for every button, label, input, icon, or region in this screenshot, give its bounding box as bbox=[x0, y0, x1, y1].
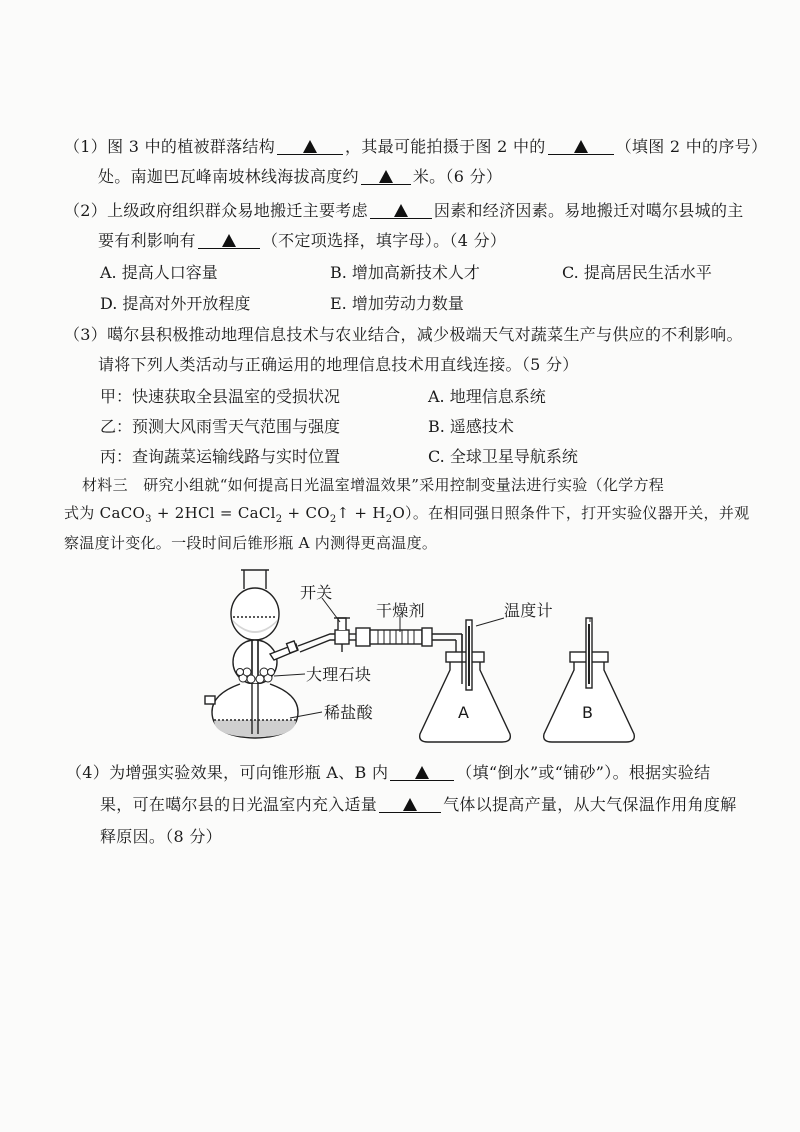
triangle-icon bbox=[394, 204, 408, 217]
q3-activity-bing: 丙：查询蔬菜运输线路与实时位置 bbox=[100, 447, 341, 466]
q2-text-d: （不定项选择，填字母）。（4 分） bbox=[261, 231, 507, 250]
answer-blank[interactable] bbox=[390, 762, 454, 781]
q2-option-d: D. 提高对外开放程度 bbox=[100, 294, 251, 313]
q2-text-b: 因素和经济因素。易地搬迁对噶尔县城的主 bbox=[433, 201, 744, 220]
q1-text-a: （1）图 3 中的植被群落结构 bbox=[64, 137, 276, 156]
q3-tech-a: A. 地理信息系统 bbox=[428, 387, 546, 406]
answer-blank[interactable] bbox=[277, 136, 343, 155]
q1-text-d: 处。南迦巴瓦峰南坡林线海拔高度约 bbox=[98, 167, 359, 186]
kipp-generator bbox=[205, 640, 298, 738]
q3-line-1: （3）噶尔县积极推动地理信息技术与农业结合，减少极端天气对蔬菜生产与供应的不利影响。 bbox=[64, 325, 743, 344]
q2-line-2 bbox=[98, 230, 506, 252]
q2-option-e: E. 增加劳动力数量 bbox=[330, 294, 464, 313]
m3-part-d: ↑ + H bbox=[336, 504, 386, 522]
label-flask-a: A bbox=[458, 703, 470, 722]
q2-option-a: A. 提高人口容量 bbox=[100, 263, 218, 282]
q2-line-1 bbox=[64, 200, 744, 222]
q3-tech-c: C. 全球卫星导航系统 bbox=[428, 447, 578, 466]
q4-line-3: 释原因。（8 分） bbox=[100, 827, 222, 846]
experiment-apparatus-figure bbox=[0, 562, 800, 762]
m3-part-a: 式为 CaCO bbox=[64, 504, 146, 522]
answer-blank[interactable] bbox=[379, 794, 441, 813]
q2-text-c: 要有利影响有 bbox=[98, 231, 196, 250]
m3-part-c: + CO bbox=[282, 504, 330, 522]
subscript: 3 bbox=[145, 514, 152, 525]
q1-text-b: ，其最可能拍摄于图 2 中的 bbox=[345, 137, 546, 156]
label-thermometer: 温度计 bbox=[504, 601, 553, 620]
label-switch: 开关 bbox=[300, 583, 333, 602]
q1-line-1 bbox=[64, 136, 767, 158]
material3-line-3: 察温度计变化。一段时间后锥形瓶 A 内测得更高温度。 bbox=[64, 534, 438, 552]
answer-blank[interactable] bbox=[370, 200, 432, 219]
material3-line-2 bbox=[64, 502, 749, 524]
answer-blank[interactable] bbox=[548, 136, 614, 155]
q2-option-b: B. 增加高新技术人才 bbox=[330, 263, 480, 282]
q1-text-e: 米。（6 分） bbox=[412, 167, 503, 186]
q4-text-b: （填“倒水”或“铺砂”）。根据实验结 bbox=[456, 763, 711, 782]
subscript: 2 bbox=[329, 514, 337, 525]
q3-activity-yi: 乙：预测大风雨雪天气范围与强度 bbox=[100, 417, 341, 436]
label-acid: 稀盐酸 bbox=[324, 703, 373, 722]
answer-blank[interactable] bbox=[361, 166, 411, 185]
triangle-icon bbox=[403, 798, 417, 811]
m3-part-b: + 2HCl = CaCl bbox=[151, 504, 276, 522]
q4-text-a: （4）为增强实验效果，可向锥形瓶 A、B 内 bbox=[66, 763, 389, 782]
q4-text-c: 果，可在噶尔县的日光温室内充入适量 bbox=[100, 795, 378, 814]
subscript: 2 bbox=[275, 514, 283, 525]
q4-text-d: 气体以提高产量，从大气保温作用角度解 bbox=[443, 795, 737, 814]
answer-blank[interactable] bbox=[198, 230, 260, 249]
subscript: 2 bbox=[385, 514, 393, 525]
q3-activity-jia: 甲：快速获取全县温室的受损状况 bbox=[100, 387, 341, 406]
triangle-icon bbox=[415, 766, 429, 779]
q4-line-2 bbox=[100, 794, 737, 816]
q2-option-c: C. 提高居民生活水平 bbox=[562, 263, 712, 282]
q1-text-c: （填图 2 中的序号） bbox=[615, 137, 768, 156]
triangle-icon bbox=[303, 140, 317, 153]
q1-line-2 bbox=[98, 166, 502, 188]
label-desiccant: 干燥剂 bbox=[376, 601, 425, 620]
m3-part-e: O）。在相同强日照条件下，打开实验仪器开关，并观 bbox=[392, 504, 750, 522]
q3-tech-b: B. 遥感技术 bbox=[428, 417, 514, 436]
triangle-icon bbox=[222, 234, 236, 247]
q2-text-a: （2）上级政府组织群众易地搬迁主要考虑 bbox=[64, 201, 368, 220]
q4-line-1 bbox=[66, 762, 710, 784]
triangle-icon bbox=[379, 170, 393, 183]
triangle-icon bbox=[574, 140, 588, 153]
q3-line-2: 请将下列人类活动与正确运用的地理信息技术用直线连接。（5 分） bbox=[98, 355, 579, 374]
label-flask-b: B bbox=[582, 703, 594, 722]
material3-line-1: 材料三 研究小组就“如何提高日光温室增温效果”采用控制变量法进行实验（化学方程 bbox=[82, 476, 665, 494]
label-marble: 大理石块 bbox=[306, 665, 372, 684]
